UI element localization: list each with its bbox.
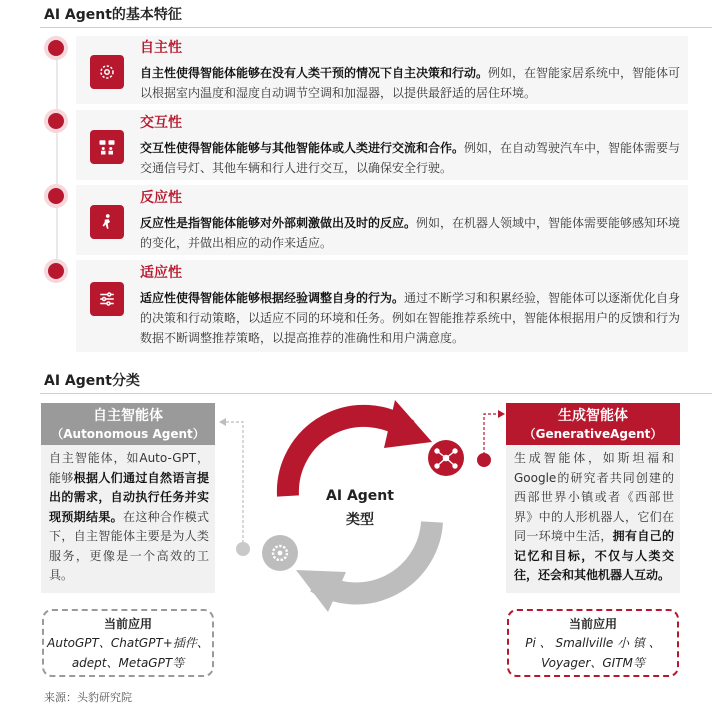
generative-apps-box — [507, 609, 679, 677]
generative-agent-title: 生成智能体 — [558, 408, 628, 424]
classification-section-title: AI Agent分类 — [44, 373, 140, 389]
connector-generative — [484, 414, 498, 460]
apps-title: 当前应用 — [568, 617, 617, 631]
apps-list: AutoGPT、ChatGPT+插件、 adept、MetaGPT等 — [47, 636, 209, 670]
feature-title: 交互性 — [140, 115, 182, 131]
classification-title-divider — [40, 393, 712, 394]
generative-agent-box — [506, 403, 680, 593]
features-title-divider — [40, 27, 712, 28]
connector-dot-grey — [236, 542, 250, 556]
cycle-arrowhead-grey — [296, 570, 346, 612]
cycle-arrow-grey — [316, 522, 432, 593]
feature-title: 自主性 — [140, 40, 182, 56]
autonomous-agent-header — [41, 403, 215, 445]
autonomous-agent-description: 自主智能体，如Auto-GPT，能够根据人们通过自然语言提出的需求，自动执行任务并实现预期结果。在这种合作模式下，自主智能体主要是为人类服务，更像是一个高效的工具。 — [49, 451, 209, 582]
center-title — [310, 484, 410, 532]
network-icon — [428, 440, 464, 476]
generative-agent-header — [506, 403, 680, 445]
feature-body: 自主性使得智能体能够在没有人类干预的情况下自主决策和行动。例如，在智能家居系统中，智能体可以根据室内温度和湿度自动调节空调和加湿器，以提供最舒适的居住环境。 — [140, 66, 681, 100]
feature-body: 交互性使得智能体能够与其他智能体或人类进行交流和合作。例如，在自动驾驶汽车中，智能体需要与交通信号灯、其他车辆和行人进行交互，以确保安全行驶。 — [140, 141, 681, 175]
feature-body: 反应性是指智能体能够对外部刺激做出及时的反应。例如，在机器人领域中，智能体需要能够感知环境的变化，并做出相应的动作来适应。 — [140, 216, 681, 250]
settings-cog-icon — [262, 535, 298, 571]
apps-title: 当前应用 — [103, 617, 152, 631]
connector-autonomous — [226, 422, 243, 548]
sliders-icon — [90, 282, 124, 316]
timeline-dot — [48, 188, 64, 204]
center-title-line2: 类型 — [346, 512, 374, 528]
connector-dot-red — [477, 453, 491, 467]
feature-body: 适应性使得智能体能够根据经验调整自身的行为。通过不断学习和积累经验，智能体可以逐渐优化自身的决策和行动策略，以适应不同的环境和任务。例如在智能推荐系统中，智能体根据用户的反馈和行为数据不断调整推荐策略，以提高推荐的准确性和用户满意度。 — [140, 291, 681, 345]
autonomous-apps-box — [42, 609, 214, 677]
feature-title: 适应性 — [140, 265, 182, 281]
connector-arrowhead — [498, 410, 505, 418]
timeline-line — [56, 42, 58, 282]
center-title-line1: AI Agent — [326, 488, 394, 504]
source-note: 来源：头豹研究院 — [44, 691, 132, 704]
apps-list: Pi 、 Smallville 小 镇 、 Voyager、GITM等 — [525, 636, 661, 670]
generative-agent-description: 生成智能体，如斯坦福和Google的研究者共同创建的西部世界小镇或者《西部世界》中的人形机器人，它们在同一环境中生活，拥有自己的记忆和目标，不仅与人类交往，还会和其他机器人互动。 — [514, 451, 674, 582]
reaction-icon — [90, 205, 124, 239]
feature-title: 反应性 — [140, 190, 182, 206]
autonomous-agent-subtitle: （Autonomous Agent） — [51, 427, 205, 441]
timeline-dot — [48, 40, 64, 56]
autonomous-agent-title: 自主智能体 — [93, 408, 163, 424]
gear-icon — [90, 55, 124, 89]
timeline-dot — [48, 113, 64, 129]
timeline-dot — [48, 263, 64, 279]
interaction-icon — [90, 130, 124, 164]
cycle-arrowhead-red — [384, 400, 432, 448]
generative-agent-subtitle: （GenerativeAgent） — [523, 427, 663, 441]
features-section-title: AI Agent的基本特征 — [44, 7, 182, 23]
autonomous-agent-box — [41, 403, 215, 593]
connector-arrowhead — [219, 418, 226, 426]
